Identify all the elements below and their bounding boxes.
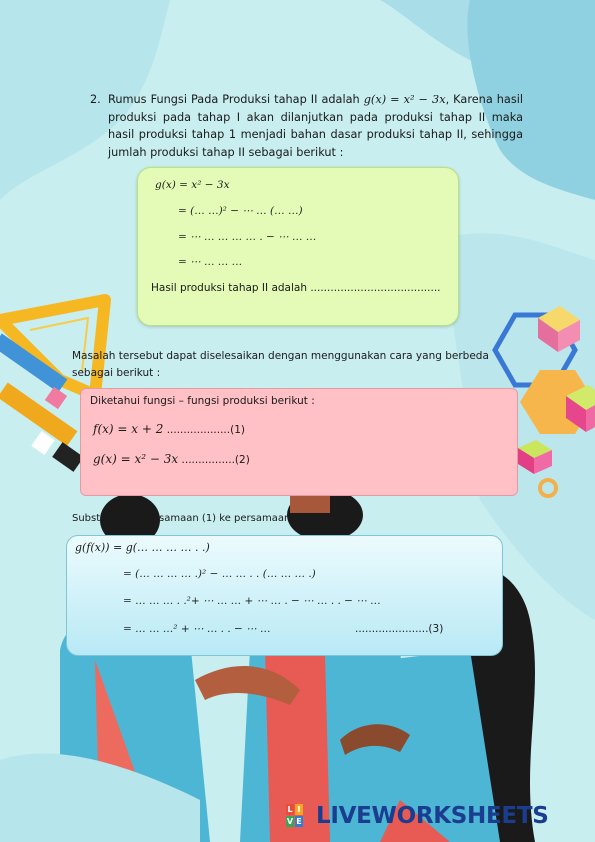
intro-text: Masalah tersebut dapat diselesaikan dengan menggunakan cara yang berbeda sebagai berikut : <box>72 350 489 379</box>
green-line-2[interactable]: = (… …)² − ⋯ … (… …) <box>178 205 303 217</box>
green-line-3[interactable]: = ⋯ … … … … . − ⋯ … … <box>178 231 317 243</box>
substitution-text: Substitusikan persamaan (1) ke persamaan (2). <box>72 513 311 524</box>
question-number: 2. <box>90 93 101 106</box>
green-line-4[interactable]: = ⋯ … … … <box>178 256 243 268</box>
eq-1-tag: ...................(1) <box>166 424 245 436</box>
liveworksheets-logo <box>286 802 548 830</box>
question-2 <box>90 91 523 161</box>
pink-eq-2 <box>93 452 250 466</box>
question-text-before: Rumus Fungsi Pada Produksi tahap II adalah <box>108 93 364 106</box>
question-formula: g(x) = x² − 3x <box>363 93 446 106</box>
pink-eq-1 <box>93 422 245 436</box>
composition-box <box>66 535 503 656</box>
eq-1: f(x) = x + 2 <box>93 422 164 436</box>
question-text <box>108 91 523 161</box>
green-line-1: g(x) = x² − 3x <box>155 179 230 191</box>
stage-ii-box <box>137 167 459 326</box>
green-result-label[interactable]: Hasil produksi tahap II adalah ....................................... <box>151 282 441 294</box>
liveworksheets-mark-icon: L I V E <box>286 805 302 826</box>
given-functions-box <box>80 388 518 496</box>
question-text-after: , Karena hasil produksi pada tahap I akan dilanjutkan pada produksi tahap II maka hasil produksi tahap 1 menjadi bahan dasar produksi tahap II, sehingga jumlah produksi tahap II sebagai berikut : <box>108 93 524 159</box>
eq-2: g(x) = x² − 3x <box>93 452 179 466</box>
eq-2-tag: ................(2) <box>181 454 250 466</box>
pink-title: Diketahui fungsi – fungsi produksi berikut : <box>90 395 315 407</box>
marker-icon <box>0 383 84 472</box>
blue-line-4[interactable]: = … … …² + ⋯ … . . − ⋯ … <box>123 623 271 635</box>
blue-line-4-tag: ......................(3) <box>355 623 444 635</box>
watermark-text: LIVEWORKSHEETS <box>316 803 549 829</box>
blue-line-3[interactable]: = … … … . .²+ ⋯ … … + ⋯ … . − ⋯ … . . − ⋯ … <box>123 595 381 607</box>
blue-line-1[interactable]: g(f(x)) = g(… … … … . .) <box>75 541 210 554</box>
blue-line-2[interactable]: = (… … … … .)² − … … . . (… … … .) <box>123 568 316 580</box>
